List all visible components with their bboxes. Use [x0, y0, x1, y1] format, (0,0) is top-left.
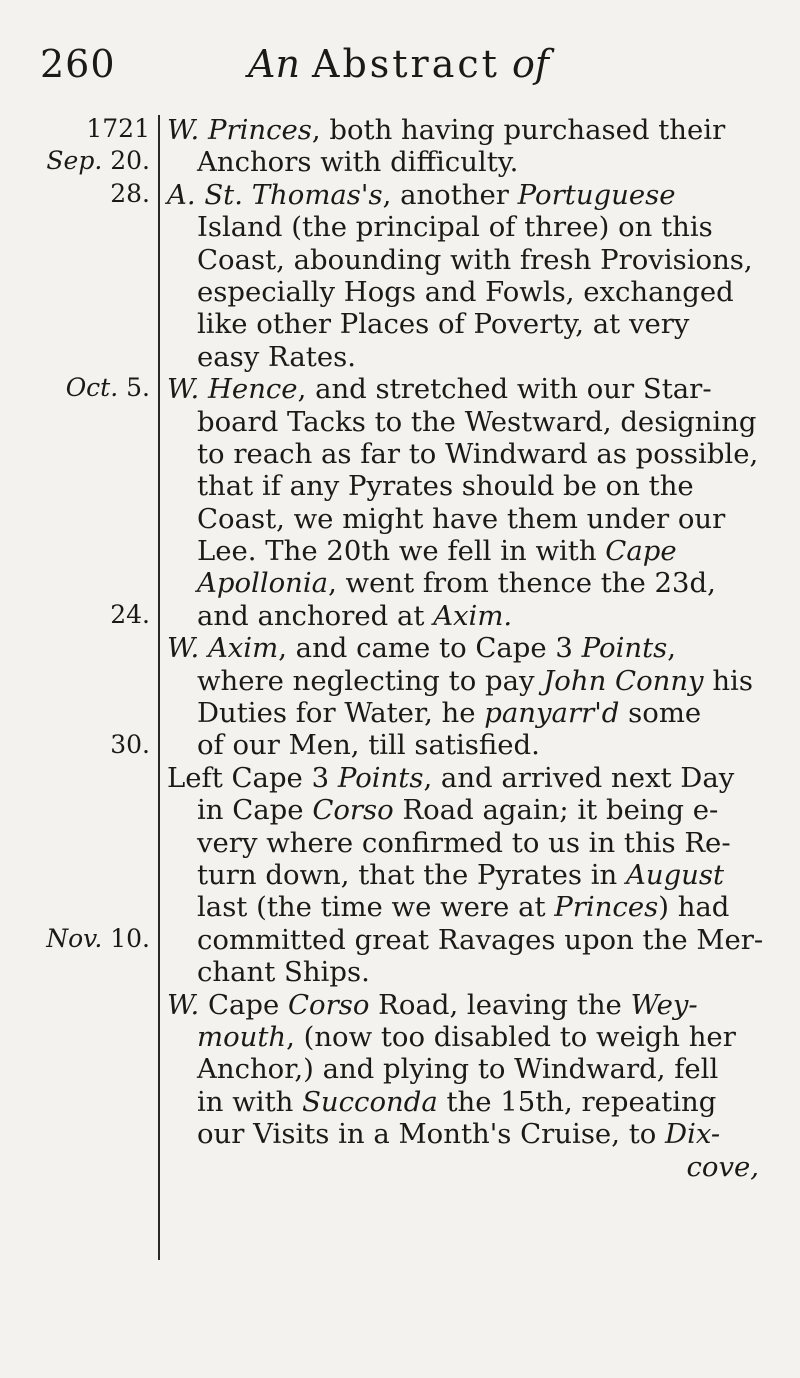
text-segment: , (now too disabled to weigh her: [286, 1020, 736, 1053]
text-segment: Island (the principal of three) on this: [197, 211, 713, 244]
text-segment: Axim.: [433, 599, 513, 632]
text-segment: chant Ships.: [197, 956, 370, 989]
text-line: [167, 794, 787, 826]
text-segment: Portuguese: [517, 178, 676, 211]
text-segment: Coast, abounding with fresh Provisions,: [197, 243, 753, 276]
text-segment: Lee. The 20th we fell in with: [197, 535, 606, 568]
margin-date: 30.: [110, 729, 150, 759]
text-segment: some: [619, 697, 702, 730]
text-segment: , went from thence the 23d,: [328, 567, 716, 600]
text-segment: W. Princes: [167, 114, 312, 146]
text-line: [167, 891, 787, 923]
text-segment: in with: [197, 1085, 303, 1118]
text-segment: John Conny: [543, 664, 704, 697]
text-line: [167, 1086, 787, 1118]
text-line: [167, 146, 787, 178]
text-line: [167, 308, 787, 340]
title-word-an: An: [248, 42, 300, 86]
text-line: [167, 827, 787, 859]
text-segment: Dix-: [665, 1118, 721, 1151]
text-segment: the 15th, repeating: [437, 1085, 717, 1118]
text-segment: Princes: [554, 891, 659, 924]
running-title: [248, 42, 549, 86]
title-word-abstract: Abstract: [312, 42, 500, 86]
text-line: [167, 762, 787, 794]
text-line: [167, 276, 787, 308]
text-segment: , and stretched with our Star-: [297, 373, 712, 406]
text-line: [167, 1053, 787, 1085]
text-segment: August: [626, 858, 725, 891]
text-segment: and anchored at: [197, 599, 434, 632]
text-segment: Corso: [312, 794, 394, 827]
margin-day: 5.: [118, 373, 150, 403]
text-segment: panyarr'd: [484, 697, 620, 730]
text-line: [167, 859, 787, 891]
text-line: [167, 924, 787, 956]
text-segment: last (the time we were at: [197, 891, 555, 924]
text-segment: Road again; it being e-: [393, 794, 719, 827]
text-segment: Anchors with difficulty.: [197, 146, 519, 179]
margin-month: Nov.: [46, 924, 103, 953]
text-segment: Cape: [199, 988, 289, 1021]
margin-date: [10, 146, 150, 176]
title-word-of: of: [512, 42, 549, 86]
text-line: [167, 373, 787, 405]
text-segment: like other Places of Poverty, at very: [197, 308, 690, 341]
margin-date: 24.: [110, 600, 150, 629]
body-text: [167, 114, 787, 1183]
text-segment: where neglecting to pay: [197, 664, 544, 697]
text-segment: Points: [581, 632, 668, 665]
margin-month: Sep.: [46, 146, 103, 176]
text-segment: , another: [382, 178, 518, 211]
text-line: [167, 503, 787, 535]
text-line: [167, 989, 787, 1021]
date-margin: [0, 0, 150, 1378]
text-line: [167, 956, 787, 988]
text-segment: Cape: [605, 535, 677, 568]
margin-date: [10, 373, 150, 403]
text-segment: Road, leaving the: [369, 988, 631, 1021]
text-line: [167, 567, 787, 599]
text-line: [167, 1151, 787, 1183]
text-segment: to reach as far to Windward as possible,: [197, 437, 759, 470]
text-segment: ) had: [658, 891, 730, 924]
text-segment: W.: [167, 988, 200, 1021]
text-line: [167, 665, 787, 697]
text-segment: in Cape: [197, 794, 313, 827]
text-line: [167, 406, 787, 438]
text-segment: easy Rates.: [197, 340, 356, 373]
text-segment: , and arrived next Day: [423, 761, 735, 794]
text-segment: Apollonia: [197, 567, 329, 600]
margin-day: 10.: [102, 924, 150, 953]
text-line: [167, 535, 787, 567]
text-line: [167, 1118, 787, 1150]
text-line: [167, 697, 787, 729]
text-line: [167, 632, 787, 664]
text-line: [167, 244, 787, 276]
text-segment: Duties for Water, he: [197, 697, 485, 730]
text-segment: , both having purchased their: [311, 114, 726, 146]
text-line: [167, 600, 787, 632]
text-segment: Left Cape 3: [167, 761, 338, 794]
text-segment: A. St. Thomas's: [167, 178, 383, 211]
text-line: [167, 341, 787, 373]
margin-rule: [158, 115, 160, 1260]
text-segment: that if any Pyrates should be on the: [197, 470, 694, 503]
text-segment: turn down, that the Pyrates in: [197, 858, 626, 891]
page-number: 260: [40, 42, 116, 86]
margin-date: 28.: [110, 178, 150, 208]
text-line: [167, 114, 787, 146]
text-segment: mouth: [197, 1020, 287, 1053]
text-segment: very where confirmed to us in this Re-: [197, 826, 731, 859]
text-segment: especially Hogs and Fowls, exchanged: [197, 275, 734, 308]
text-segment: Wey-: [630, 988, 698, 1021]
text-segment: ,: [667, 632, 677, 665]
text-line: [167, 470, 787, 502]
text-segment: his: [703, 664, 753, 697]
text-segment: committed great Ravages upon the Mer-: [197, 923, 764, 956]
text-segment: Points: [337, 761, 424, 794]
text-segment: Corso: [288, 988, 370, 1021]
text-segment: , and came to Cape 3: [278, 632, 582, 665]
text-segment: Succonda: [302, 1085, 438, 1118]
text-segment: cove,: [686, 1150, 759, 1183]
text-segment: W. Axim: [167, 632, 279, 665]
text-line: [167, 729, 787, 761]
text-line: [167, 1021, 787, 1053]
text-segment: board Tacks to the Westward, designing: [197, 405, 757, 438]
text-line: [167, 179, 787, 211]
margin-date: [10, 924, 150, 954]
text-line: [167, 211, 787, 243]
text-line: [167, 438, 787, 470]
text-segment: Anchor,) and plying to Windward, fell: [197, 1053, 719, 1086]
margin-month: Oct.: [65, 373, 119, 403]
margin-day: 20.: [102, 146, 150, 176]
text-segment: our Visits in a Month's Cruise, to: [197, 1118, 666, 1151]
margin-date: 1721: [86, 114, 150, 143]
text-segment: of our Men, till satisfied.: [197, 729, 540, 762]
text-segment: Coast, we might have them under our: [197, 502, 726, 535]
text-segment: W. Hence: [167, 373, 298, 406]
